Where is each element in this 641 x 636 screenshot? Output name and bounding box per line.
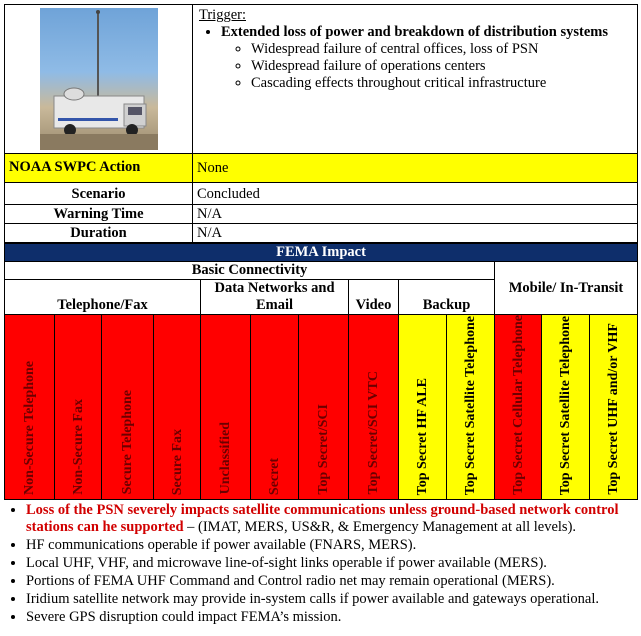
status-cell-label: Non-Secure Fax [70,399,86,495]
status-cell [154,315,201,500]
warning-time-value: N/A [193,205,638,224]
status-cell [201,315,251,500]
note-item: • Severe GPS disruption could impact FEMA’s mission. [26,609,636,626]
status-cell-label: Secret [267,457,282,495]
note-item: • Portions of FEMA UHF Command and Control radio net may remain operational (MERS). [26,573,636,590]
trigger-sub-item: ◦ Widespread failure of operations centers [251,58,631,75]
duration-label: Duration [5,224,193,243]
scenario-table [4,4,638,243]
scenario-value: Concluded [193,183,638,205]
status-cell-label: Secure Fax [169,428,185,495]
scenario-sheet [4,4,637,627]
warning-time-label: Warning Time [5,205,193,224]
status-cell-label: Top Secret/SCI VTC [366,371,381,495]
status-cell [299,315,349,500]
trigger-sub-list [221,41,631,92]
data-networks-header: Data Networks and Email [201,280,349,315]
status-cell [349,315,399,500]
status-cell [55,315,102,500]
status-cell-label: Top Secret Cellular Telephone [510,315,526,495]
mobile-in-transit-header: Mobile/ In-Transit [495,262,638,315]
status-cell-label: Top Secret UHF and/or VHF [606,323,621,495]
status-cell-label: Non-Secure Telephone [22,360,37,495]
note-item [26,502,636,536]
status-cell-label: Top Secret Satellite Telephone [558,315,573,495]
backup-header: Backup [399,280,495,315]
status-row [5,315,638,500]
fema-impact-table [4,243,638,500]
trigger-sub-item: ◦ Widespread failure of central offices, loss of PSN [251,41,631,58]
trigger-sub-item: ◦ Cascading effects throughout critical infrastructure [251,75,631,92]
status-cell-label: Top Secret Satellite Telephone [463,315,478,495]
trigger-list [199,24,631,92]
status-cell-label: Unclassified [218,422,233,495]
status-cell [590,315,638,500]
noaa-action-label: NOAA SWPC Action [5,154,193,183]
noaa-action-value: None [193,154,638,183]
status-cell-label: Top Secret/SCI [316,404,331,495]
status-cell [542,315,590,500]
scenario-label: Scenario [5,183,193,205]
impact-notes [4,500,636,626]
fema-impact-header: FEMA Impact [5,244,638,262]
basic-connectivity-header: Basic Connectivity [5,262,495,280]
vehicle-icon [40,8,158,150]
trigger-main-text: Extended loss of power and breakdown of distribution systems [221,24,608,40]
trigger-label: Trigger: [199,7,246,23]
telephone-fax-header: Telephone/Fax [5,280,201,315]
status-cell [102,315,154,500]
status-cell-label: Secure Telephone [120,390,135,495]
status-cell [447,315,495,500]
duration-value: N/A [193,224,638,243]
note-highlight: Loss of the PSN severely impacts satellite communications unless ground-based network control stations can he supported [26,501,619,535]
status-cell [495,315,542,500]
trigger-main [221,24,631,92]
mobile-comm-vehicle-photo [40,8,158,150]
status-cell [399,315,447,500]
status-cell [5,315,55,500]
photo-cell [5,5,193,154]
status-cell-label: Top Secret HF ALE [415,377,430,495]
note-item: • Iridium satellite network may provide in-system calls if power available and gateways operational. [26,591,636,608]
note-item: • HF communications operable if power available (FNARS, MERS). [26,537,636,554]
trigger-cell [193,5,638,154]
video-header: Video [349,280,399,315]
status-cell [251,315,299,500]
note-item: • Local UHF, VHF, and microwave line-of-sight links operable if power available (MERS). [26,555,636,572]
note-highlight-rest: – (IMAT, MERS, US&R, & Emergency Management at all levels). [183,518,577,535]
